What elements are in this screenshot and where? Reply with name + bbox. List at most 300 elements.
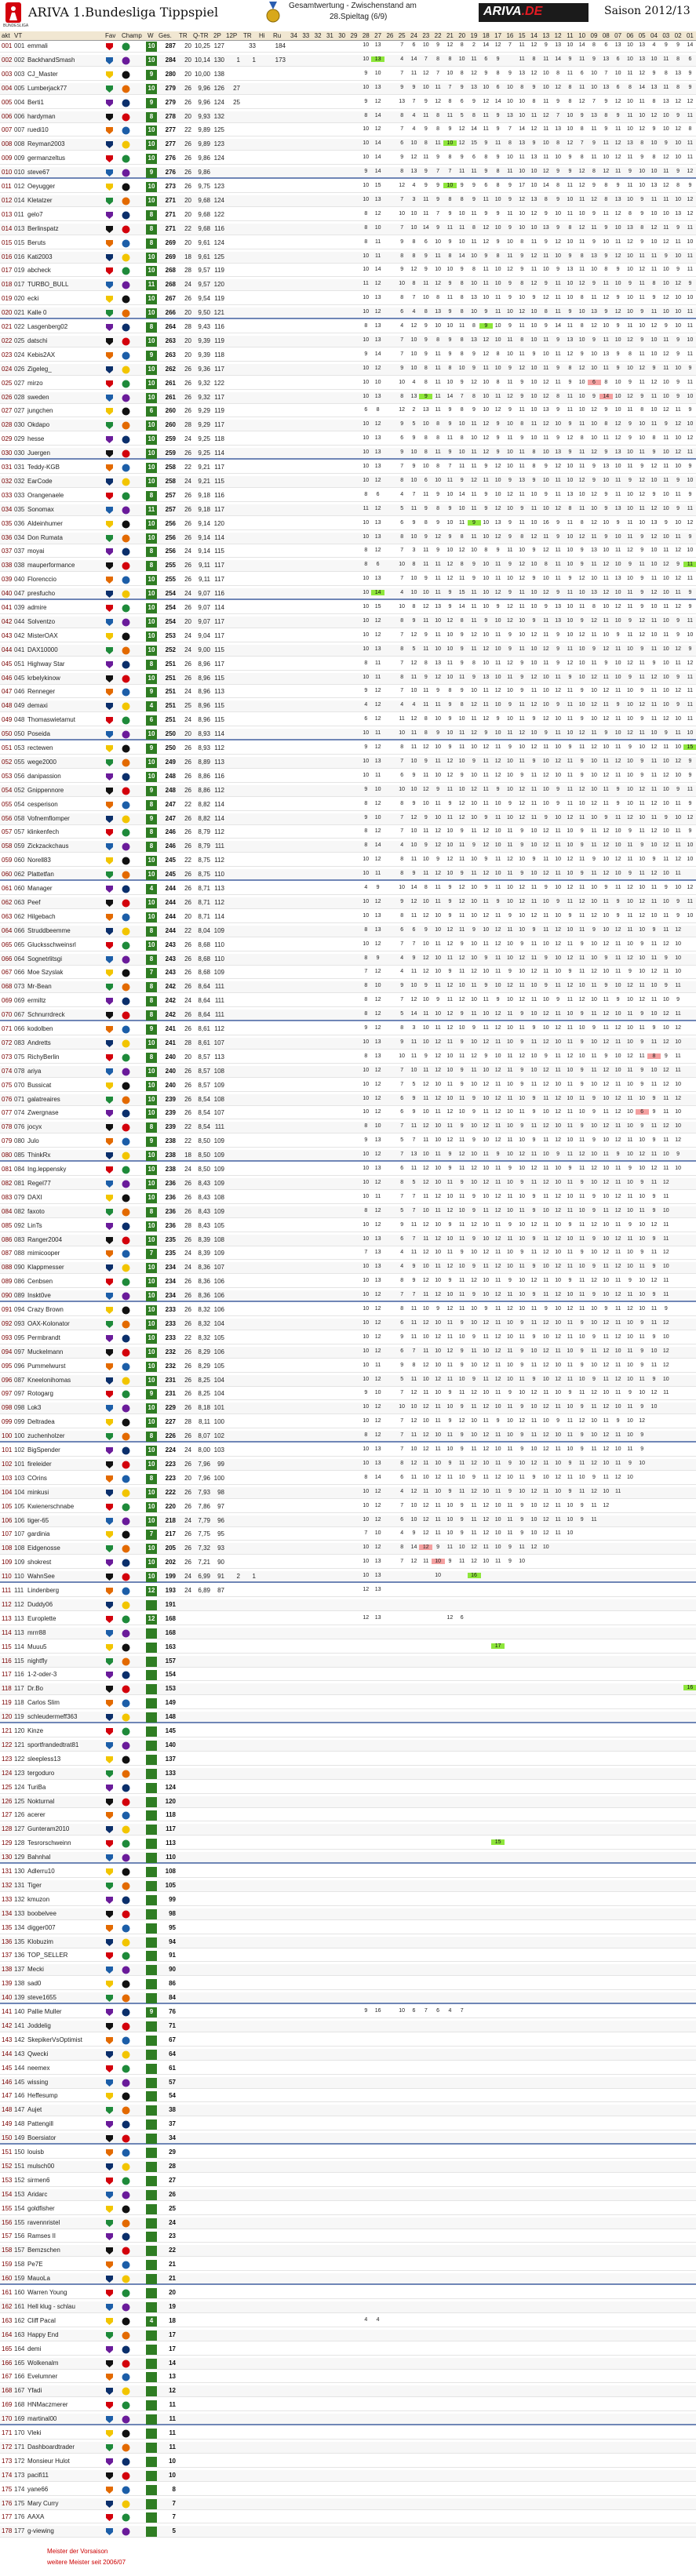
player-name[interactable]: BackhandSmash — [27, 56, 103, 64]
player-name[interactable]: Kalle 0 — [27, 309, 103, 316]
matchday-cell: 11 — [599, 759, 613, 764]
matchday-cell: 5 — [395, 1208, 409, 1213]
player-name[interactable]: Pummelwurst — [27, 1363, 103, 1370]
player-name[interactable]: TURBO_BULL — [27, 281, 103, 288]
champion-team-crest-icon — [122, 394, 133, 402]
matchday-cell: 12 — [599, 716, 613, 722]
matchday-cell: 9 — [636, 155, 649, 160]
matchday-cell: 10 — [432, 744, 445, 750]
player-name[interactable]: moyai — [27, 548, 103, 555]
player-name[interactable]: Rotogarg — [27, 1390, 103, 1397]
matchday-cell: 8 — [527, 464, 541, 469]
total-points: 251 — [159, 716, 176, 723]
matchday-cell: 8 — [443, 99, 457, 104]
player-name[interactable]: sweden — [27, 394, 103, 401]
player-name[interactable]: kodolben — [27, 1025, 103, 1032]
matchday-cell: 11 — [552, 548, 565, 553]
matchday-cell: 11 — [407, 1039, 421, 1045]
current-matchday-badge: 10 — [146, 1179, 157, 1189]
player-name[interactable]: Kletatzer — [27, 197, 103, 204]
matchday-cell: 14 — [468, 126, 481, 132]
player-name[interactable]: Hilgebach — [27, 913, 103, 920]
matchday-cell: 13 — [563, 267, 577, 272]
matchday-cell: 12 — [611, 1264, 625, 1269]
2p-value: 112 — [212, 828, 224, 835]
player-name[interactable]: Kati2003 — [27, 253, 103, 260]
matchday-cell: 12 — [588, 675, 601, 680]
rank-previous: 011 — [14, 211, 25, 218]
player-name[interactable]: Peef — [27, 899, 103, 906]
matchday-cell: 10 — [516, 857, 529, 862]
matchday-cell: 12 — [432, 1236, 445, 1242]
matchday-cell: 10 — [407, 337, 421, 343]
player-name[interactable]: Oeyugger — [27, 183, 103, 190]
player-name[interactable]: Julo — [27, 1137, 103, 1144]
matchday-cell: 12 — [552, 1208, 565, 1213]
matchday-cell: 11 — [647, 421, 661, 427]
player-name[interactable]: galatreaires — [27, 1096, 103, 1103]
matchday-cell: 10 — [371, 983, 384, 988]
matchday-cell: 8 — [455, 407, 468, 413]
matchday-cell: 10 — [599, 1390, 613, 1395]
player-name[interactable]: Norell83 — [27, 857, 103, 864]
player-name[interactable]: danipassion — [27, 773, 103, 780]
player-name[interactable]: Renneger — [27, 688, 103, 695]
matchday-cell: 15 — [683, 744, 696, 750]
q-tr-value: 8,18 — [193, 1404, 210, 1411]
col-fav: Fav — [105, 32, 115, 39]
matchday-cell: 13 — [563, 492, 577, 497]
matchday-cell: 7 — [395, 1082, 409, 1087]
matchday-cell: 12 — [491, 1194, 505, 1199]
current-matchday-badge: 8 — [146, 842, 157, 852]
matchday-cell: 9 — [419, 183, 432, 188]
matchday-cell: 10 — [623, 1334, 636, 1340]
player-name[interactable]: Okdapo — [27, 421, 103, 428]
matchday-cell: 9 — [527, 618, 541, 624]
matchday-cell: 10 — [479, 380, 493, 385]
current-matchday-badge: 10 — [146, 84, 157, 94]
matchday-cell: 11 — [552, 1068, 565, 1073]
player-name[interactable]: presfucho — [27, 590, 103, 597]
player-name[interactable]: Vofnemflomper — [27, 815, 103, 822]
player-name[interactable]: Mr-Bean — [27, 983, 103, 990]
matchday-cell: 10 — [575, 1377, 589, 1382]
player-name[interactable]: Manager — [27, 885, 103, 892]
matchday-cell: 10 — [623, 702, 636, 708]
player-name[interactable]: ThinkRx — [27, 1152, 103, 1159]
current-matchday-badge: 10 — [146, 589, 157, 599]
player-name[interactable]: Lumberjack77 — [27, 85, 103, 92]
matchday-cell: 10 — [491, 197, 505, 202]
matchday-cell: 12 — [563, 1306, 577, 1312]
matchday-cell: 12 — [455, 801, 468, 806]
matchday-cell: 7 — [407, 99, 421, 104]
player-name[interactable]: RichyBerlin — [27, 1053, 103, 1061]
season-label: Saison 2012/13 — [604, 5, 691, 17]
matchday-cell: 10 — [588, 1363, 601, 1368]
matchday-cell: 10 — [479, 590, 493, 595]
2p-value: 101 — [212, 1404, 224, 1411]
player-name[interactable]: Zickzackchaus — [27, 842, 103, 850]
rank-current: 088 — [2, 1264, 13, 1271]
2p-value: 107 — [212, 1109, 224, 1116]
matchday-cell: 9 — [479, 1053, 493, 1059]
matchday-cell: 7 — [395, 42, 409, 48]
matchday-cell: 12 — [563, 1053, 577, 1059]
matchday-cell: 10 — [539, 759, 552, 764]
matchday-cell: 11 — [563, 71, 577, 76]
player-name[interactable]: gelo7 — [27, 211, 103, 218]
matchday-cell: 9 — [672, 675, 685, 680]
matchday-cell: 11 — [588, 126, 601, 132]
favorite-team-crest-icon — [105, 253, 118, 262]
player-name[interactable]: demaxi — [27, 702, 103, 709]
player-name[interactable]: Crazy Brown — [27, 1306, 103, 1313]
matchday-cell: 10 — [659, 126, 672, 132]
rank-current: 086 — [2, 1236, 13, 1243]
rank-current: 053 — [2, 773, 13, 780]
rank-current: 082 — [2, 1180, 13, 1187]
matchday-cell: 6 — [419, 239, 432, 245]
matchday-cell: 8 — [647, 281, 661, 286]
player-name[interactable]: Kneelonihomas — [27, 1377, 103, 1384]
matchday-cell: 12 — [419, 969, 432, 974]
matchday-cell: 10 — [516, 632, 529, 638]
matchday-cell: 9 — [647, 660, 661, 666]
player-name[interactable]: ariya — [27, 1068, 103, 1075]
matchday-cell: 9 — [371, 885, 384, 890]
player-name[interactable]: hesse — [27, 435, 103, 442]
total-points: 250 — [159, 730, 176, 737]
matchday-cell: 9 — [468, 366, 481, 371]
player-name[interactable]: krbelykinow — [27, 675, 103, 682]
matchday-cell: 8 — [516, 85, 529, 90]
matchday-cell: 9 — [432, 492, 445, 497]
player-name[interactable]: Gnippennore — [27, 787, 103, 794]
matchday-cell: 10 — [407, 478, 421, 483]
matchday-cell: 10 — [672, 815, 685, 820]
matchday-cell: 11 — [659, 366, 672, 371]
player-name[interactable]: Berti1 — [27, 99, 103, 106]
2p-value: 108 — [212, 1096, 224, 1103]
matchday-cell: 9 — [503, 969, 516, 974]
matchday-points — [287, 336, 696, 347]
player-name[interactable]: jungchen — [27, 407, 103, 414]
matchday-cell: 11 — [443, 660, 457, 666]
champion-team-crest-icon — [122, 169, 133, 177]
matchday-cell: 13 — [552, 604, 565, 609]
champion-team-crest-icon — [122, 113, 133, 122]
player-name[interactable]: germanzeltus — [27, 155, 103, 162]
matchday-cell: 9 — [432, 183, 445, 188]
matchday-cell: 11 — [647, 1039, 661, 1045]
player-name[interactable]: Juergen — [27, 449, 103, 457]
matchday-cell: 11 — [623, 857, 636, 862]
matchday-cell: 12 — [623, 1306, 636, 1312]
player-name[interactable]: admire — [27, 604, 103, 611]
player-name[interactable]: Beruts — [27, 239, 103, 246]
matchday-cell: 12 — [611, 1109, 625, 1115]
matchday-cell: 9 — [516, 1363, 529, 1368]
matchday-cell: 9 — [636, 688, 649, 693]
matchday-cell: 11 — [623, 1292, 636, 1297]
matchday-cell: 12 — [432, 1053, 445, 1059]
matchday-cell: 11 — [588, 983, 601, 988]
player-name[interactable]: datschi — [27, 337, 103, 344]
q-tr-value: 9,29 — [193, 421, 210, 428]
player-name[interactable]: Plattetfan — [27, 871, 103, 878]
matchday-cell: 12 — [588, 449, 601, 455]
matchday-cell: 12 — [527, 969, 541, 974]
matchday-cell: 8 — [623, 85, 636, 90]
tr-value: 26 — [179, 941, 191, 948]
matchday-cell: 9 — [432, 1306, 445, 1312]
matchday-cell: 12 — [552, 1377, 565, 1382]
matchday-cell: 9 — [539, 955, 552, 961]
q-tr-value: 9,18 — [193, 492, 210, 499]
matchday-cell: 12 — [575, 478, 589, 483]
player-name[interactable]: Don Rumata — [27, 534, 103, 541]
matchday-cell: 12 — [491, 407, 505, 413]
matchday-cell: 10 — [503, 464, 516, 469]
matchday-cell: 12 — [371, 1222, 384, 1228]
matchday-cell: 11 — [647, 197, 661, 202]
matchday-cell: 10 — [432, 323, 445, 329]
player-name[interactable]: jocyx — [27, 1123, 103, 1130]
matchday-cell: 10 — [371, 1390, 384, 1395]
player-name[interactable]: Inskt0ve — [27, 1292, 103, 1299]
matchday-cell: 6 — [395, 1320, 409, 1326]
matchday-cell: 12 — [575, 99, 589, 104]
current-matchday-badge: 10 — [146, 1417, 157, 1428]
player-name[interactable]: Bussicat — [27, 1082, 103, 1089]
player-name[interactable]: ecki — [27, 295, 103, 302]
player-name[interactable]: Andretts — [27, 1039, 103, 1046]
matchday-cell: 10 — [479, 1236, 493, 1242]
player-name[interactable]: Berlinspatz — [27, 225, 103, 232]
matchday-cell: 12 — [395, 407, 409, 413]
matchday-cell: 9 — [672, 380, 685, 385]
matchday-cell: 8 — [599, 183, 613, 188]
player-name[interactable]: mimicooper — [27, 1250, 103, 1257]
matchday-cell: 12 — [503, 267, 516, 272]
matchday-cell: 9 — [443, 1222, 457, 1228]
matchday-cell: 10 — [539, 267, 552, 272]
player-name[interactable]: Poseida — [27, 730, 103, 737]
player-name[interactable]: wege2000 — [27, 759, 103, 766]
matchday-points — [287, 392, 696, 403]
rank-current: 003 — [2, 71, 13, 78]
rank-previous: 097 — [14, 1348, 25, 1355]
matchday-cell: 8 — [552, 140, 565, 146]
player-name[interactable]: Kebis2AX — [27, 351, 103, 358]
player-name[interactable]: Cenbsen — [27, 1278, 103, 1285]
player-name[interactable]: Ing.leppensky — [27, 1166, 103, 1173]
player-name[interactable]: Moe Szyslak — [27, 969, 103, 976]
player-name[interactable]: Ranger2004 — [27, 1236, 103, 1243]
matchday-cell: 11 — [552, 380, 565, 385]
player-name[interactable]: mirzo — [27, 380, 103, 387]
player-name[interactable]: Thomaswietamut — [27, 716, 103, 723]
player-name[interactable]: Orangenaele — [27, 492, 103, 499]
favorite-team-crest-icon — [105, 309, 118, 318]
matchday-cell: 10 — [443, 1404, 457, 1410]
player-name[interactable]: abcheck — [27, 267, 103, 274]
tr-value: 26 — [179, 1208, 191, 1215]
2p-value: 124 — [212, 239, 224, 246]
matchday-cell: 10 — [455, 366, 468, 371]
matchday-cell: 10 — [443, 871, 457, 876]
matchday-cell: 11 — [552, 351, 565, 357]
matchday-cell: 12 — [552, 1194, 565, 1199]
matchday-cell: 10 — [611, 842, 625, 848]
player-name[interactable]: LinTs — [27, 1222, 103, 1229]
rank-current: 076 — [2, 1096, 13, 1103]
matchday-points — [287, 546, 696, 557]
matchday-cell: 10 — [491, 702, 505, 708]
matchday-cell: 11 — [575, 449, 589, 455]
total-points: 266 — [159, 309, 176, 316]
matchday-cell: 9 — [395, 239, 409, 245]
matchday-cell: 12 — [527, 1222, 541, 1228]
player-name[interactable]: faxoto — [27, 1208, 103, 1215]
tr-value: 26 — [179, 1180, 191, 1187]
matchday-cell: 14 — [371, 113, 384, 118]
player-name[interactable]: Teddy-KGB — [27, 464, 103, 471]
matchday-cell: 9 — [588, 1194, 601, 1199]
player-name[interactable]: Zigeleg_ — [27, 366, 103, 373]
player-name[interactable]: rectewen — [27, 744, 103, 751]
matchday-cell: 10 — [588, 576, 601, 581]
tr-value: 20 — [179, 351, 191, 358]
matchday-cell: 10 — [575, 1109, 589, 1115]
ariva-brand-logo[interactable] — [479, 3, 589, 22]
matchday-cell: 11 — [516, 407, 529, 413]
player-name[interactable]: Permbrandt — [27, 1334, 103, 1341]
matchday-cell: 9 — [503, 1166, 516, 1171]
player-name[interactable]: Regel77 — [27, 1180, 103, 1187]
player-name[interactable]: Aldeinhumer — [27, 520, 103, 527]
player-name[interactable]: emmali — [27, 42, 103, 49]
matchday-cell: 9 — [659, 140, 672, 146]
player-name[interactable]: steve67 — [27, 169, 103, 176]
player-name[interactable]: DAX10000 — [27, 646, 103, 653]
matchday-cell: 10 — [575, 380, 589, 385]
player-name[interactable]: Highway Star — [27, 660, 103, 668]
matchday-cell: 7 — [407, 1236, 421, 1242]
matchday-cell: 11 — [455, 842, 468, 848]
player-name[interactable]: Deltradea — [27, 1418, 103, 1425]
matchday-cell: 9 — [527, 1096, 541, 1101]
player-name[interactable]: Solventzo — [27, 618, 103, 625]
matchday-cell: 10 — [623, 688, 636, 693]
matchday-cell: 10 — [599, 1278, 613, 1283]
matchday-cell: 11 — [407, 1123, 421, 1129]
matchday-cell: 10 — [359, 85, 373, 90]
player-name[interactable]: klinkenfech — [27, 828, 103, 835]
matchday-cell: 10 — [419, 941, 432, 947]
tr-value: 26 — [179, 1082, 191, 1089]
player-name[interactable]: ruedi10 — [27, 126, 103, 133]
matchday-cell: 8 — [468, 267, 481, 272]
player-name[interactable]: mauperformance — [27, 562, 103, 569]
player-name[interactable]: Struddbeemme — [27, 927, 103, 934]
player-name[interactable]: ermiltz — [27, 997, 103, 1004]
matchday-cell: 9 — [636, 1082, 649, 1087]
player-name[interactable]: Reyman2003 — [27, 140, 103, 147]
player-name[interactable]: Muckelmann — [27, 1348, 103, 1355]
matchday-cell: 9 — [419, 576, 432, 581]
player-name[interactable]: Schnurrdreck — [27, 1011, 103, 1018]
matchday-cell: 11 — [491, 576, 505, 581]
matchday-cell: 11 — [371, 660, 384, 666]
matchday-cell: 7 — [359, 969, 373, 974]
matchday-cell: 12 — [419, 1320, 432, 1326]
matchday-header: 31 — [323, 32, 337, 39]
matchday-cell: 9 — [647, 1096, 661, 1101]
matchday-cell: 9 — [575, 618, 589, 624]
matchday-cell: 14 — [455, 492, 468, 497]
player-name[interactable]: Sonomax — [27, 506, 103, 513]
rank-previous: 079 — [14, 1194, 25, 1201]
rank-previous: 059 — [14, 842, 25, 850]
total-points: 268 — [159, 267, 176, 274]
player-name[interactable]: EarCode — [27, 478, 103, 485]
player-name[interactable]: Glucksschweinsrl — [27, 941, 103, 948]
matchday-cell: 10 — [516, 913, 529, 919]
matchday-cell: 12 — [563, 955, 577, 961]
player-name[interactable]: Florenccio — [27, 576, 103, 583]
player-name[interactable]: Lasgenberg02 — [27, 323, 103, 330]
rank-previous: 002 — [14, 56, 25, 64]
matchday-cell: 11 — [552, 842, 565, 848]
matchday-cell: 9 — [455, 1180, 468, 1185]
matchday-cell: 11 — [432, 941, 445, 947]
matchday-cell: 7 — [395, 688, 409, 693]
matchday-cell: 10 — [588, 815, 601, 820]
matchday-cell: 11 — [419, 155, 432, 160]
matchday-cell: 9 — [575, 1039, 589, 1045]
matchday-cell: 12 — [419, 1222, 432, 1228]
player-name[interactable]: OAX-Kolonator — [27, 1320, 103, 1327]
matchday-cell: 10 — [552, 885, 565, 890]
matchday-cell: 10 — [623, 506, 636, 511]
player-name[interactable]: cesperison — [27, 801, 103, 808]
matchday-cell: 9 — [611, 997, 625, 1002]
player-name[interactable]: CJ_Master — [27, 71, 103, 78]
matchday-cell: 9 — [479, 464, 493, 469]
matchday-cell: 7 — [395, 464, 409, 469]
player-name[interactable]: MisterOAX — [27, 632, 103, 639]
player-name[interactable]: Klappmesser — [27, 1264, 103, 1271]
current-matchday-badge: 8 — [146, 224, 157, 235]
table-row — [0, 293, 696, 305]
matchday-cell: 12 — [455, 955, 468, 961]
player-name[interactable]: Sognetrlitsgi — [27, 955, 103, 962]
matchday-cell: 11 — [599, 1377, 613, 1382]
champion-team-crest-icon — [122, 492, 133, 500]
player-name[interactable]: Lok3 — [27, 1404, 103, 1411]
matchday-cell: 10 — [636, 435, 649, 441]
q-tr-value: 8,43 — [193, 1222, 210, 1229]
player-name[interactable]: DAXI — [27, 1194, 103, 1201]
player-name[interactable]: hardyman — [27, 113, 103, 120]
matchday-cell: 10 — [432, 1363, 445, 1368]
total-points: 250 — [159, 744, 176, 751]
matchday-cell: 10 — [432, 969, 445, 974]
player-name[interactable]: Zwergnase — [27, 1109, 103, 1116]
